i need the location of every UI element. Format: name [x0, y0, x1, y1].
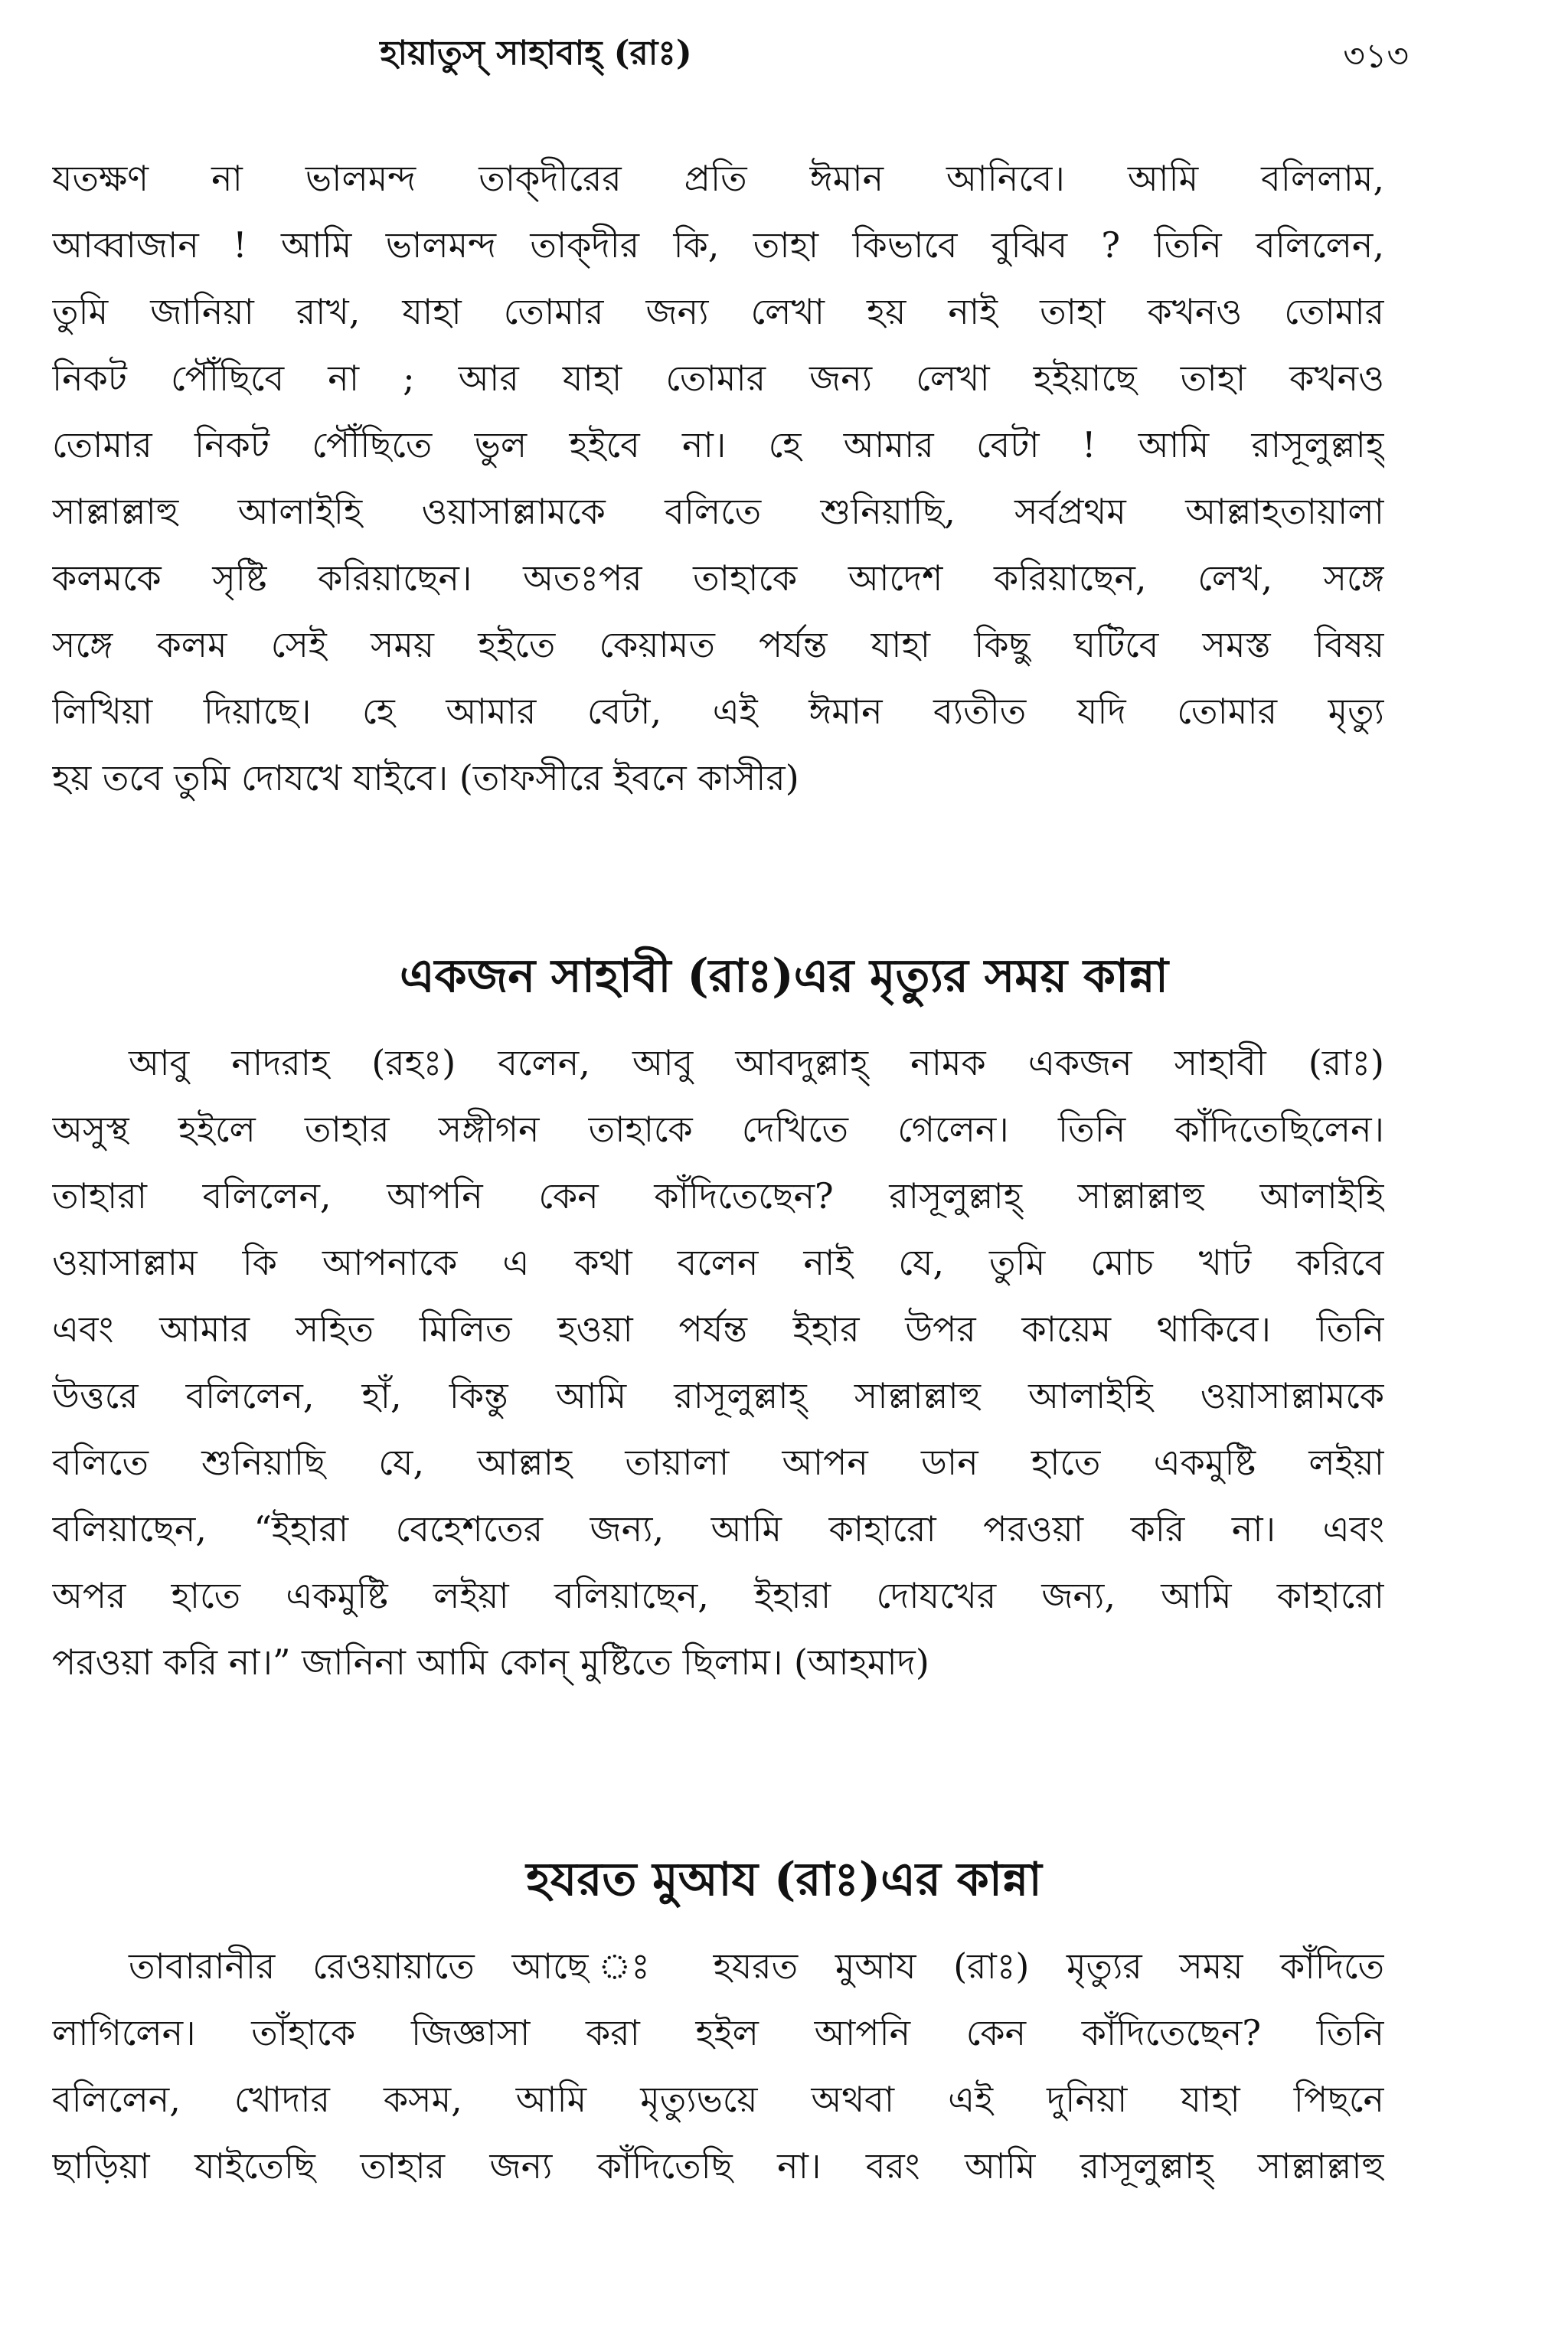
text-line: ছাড়িয়া যাইতেছি তাহার জন্য কাঁদিতেছি না। বরং আমি রাসূলুল্লাহ্ সাল্লাল্লাহু	[52, 2145, 1384, 2187]
running-header-title: হায়াতুস্ সাহাবাহ্ (রাঃ)	[380, 34, 692, 73]
text-line: সঙ্গে কলম সেই সময় হইতে কেয়ামত পর্যন্ত যাহা কিছু ঘটিবে সমস্ত বিষয়	[52, 624, 1384, 665]
text-line: পরওয়া করি না।” জানিনা আমি কোন্ মুষ্টিতে ছিলাম। (আহমাদ)	[52, 1642, 929, 1683]
section-body	[52, 1933, 1384, 2200]
text-line: উত্তরে বলিলেন, হাঁ, কিন্তু আমি রাসূলুল্লাহ্ সাল্লাল্লাহু আলাইহি ওয়াসাল্লামকে	[52, 1375, 1384, 1416]
section-heading: হযরত মুআয (রাঃ)এর কান্না	[526, 1853, 1042, 1906]
text-line: লিখিয়া দিয়াছে। হে আমার বেটা, এই ঈমান ব্যতীত যদি তোমার মৃত্যু	[52, 691, 1384, 732]
paragraph-continuation	[52, 145, 1384, 812]
text-line: অসুস্থ হইলে তাহার সঙ্গীগন তাহাকে দেখিতে গেলেন। তিনি কাঁদিতেছিলেন।	[52, 1109, 1384, 1150]
text-line: তাবারানীর রেওয়ায়াতে আছে ঃ হযরত মুআয (রাঃ) মৃত্যুর সময় কাঁদিতে	[129, 1945, 1384, 1987]
text-line: বলিলেন, খোদার কসম, আমি মৃত্যুভয়ে অথবা এই দুনিয়া যাহা পিছনে	[52, 2079, 1384, 2120]
text-line: আব্বাজান ! আমি ভালমন্দ তাক্দীর কি, তাহা কিভাবে বুঝিব ? তিনি বলিলেন,	[52, 224, 1384, 266]
section-heading: একজন সাহাবী (রাঃ)এর মৃত্যুর সময় কান্না	[400, 949, 1168, 1003]
text-line: হয় তবে তুমি দোযখে যাইবে। (তাফসীরে ইবনে কাসীর)	[52, 757, 799, 799]
text-line: এবং আমার সহিত মিলিত হওয়া পর্যন্ত ইহার উপর কায়েম থাকিবে। তিনি	[52, 1308, 1384, 1350]
page-number: ৩১৩	[1343, 37, 1409, 76]
text-line: ওয়াসাল্লাম কি আপনাকে এ কথা বলেন নাই যে, তুমি মোচ খাট করিবে	[52, 1242, 1384, 1283]
text-line: নিকট পৌঁছিবে না ; আর যাহা তোমার জন্য লেখা হইয়াছে তাহা কখনও	[52, 358, 1384, 399]
text-line: তুমি জানিয়া রাখ, যাহা তোমার জন্য লেখা হয় নাই তাহা কখনও তোমার	[52, 291, 1384, 332]
text-line: তোমার নিকট পৌঁছিতে ভুল হইবে না। হে আমার বেটা ! আমি রাসূলুল্লাহ্	[52, 424, 1384, 466]
text-line: যতক্ষণ না ভালমন্দ তাক্দীরের প্রতি ঈমান আনিবে। আমি বলিলাম,	[52, 158, 1384, 199]
text-line: তাহারা বলিলেন, আপনি কেন কাঁদিতেছেন? রাসূলুল্লাহ্ সাল্লাল্লাহু আলাইহি	[52, 1175, 1384, 1217]
text-line: অপর হাতে একমুষ্টি লইয়া বলিয়াছেন, ইহারা দোযখের জন্য, আমি কাহারো	[52, 1575, 1384, 1616]
text-line: বলিতে শুনিয়াছি যে, আল্লাহ তায়ালা আপন ডান হাতে একমুষ্টি লইয়া	[52, 1442, 1384, 1483]
text-line: বলিয়াছেন, “ইহারা বেহেশতের জন্য, আমি কাহারো পরওয়া করি না। এবং	[52, 1508, 1384, 1550]
text-line: লাগিলেন। তাঁহাকে জিজ্ঞাসা করা হইল আপনি কেন কাঁদিতেছেন? তিনি	[52, 2012, 1384, 2053]
text-line: আবু নাদরাহ (রহঃ) বলেন, আবু আবদুল্লাহ্ নামক একজন সাহাবী (রাঃ)	[129, 1042, 1384, 1083]
text-line: সাল্লাল্লাহু আলাইহি ওয়াসাল্লামকে বলিতে শুনিয়াছি, সর্বপ্রথম আল্লাহতায়ালা	[52, 491, 1384, 532]
section-body	[52, 1030, 1384, 1696]
text-line: কলমকে সৃষ্টি করিয়াছেন। অতঃপর তাহাকে আদেশ করিয়াছেন, লেখ, সঙ্গে	[52, 557, 1384, 599]
